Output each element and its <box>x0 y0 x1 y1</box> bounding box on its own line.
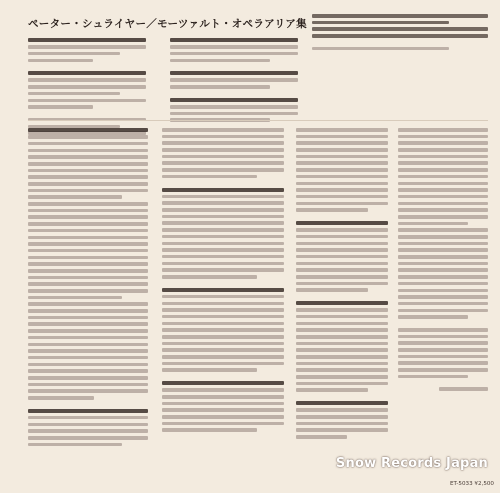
notes-column-4 <box>398 128 488 394</box>
notes-column-1 <box>28 128 148 449</box>
notes-column-2 <box>162 128 284 435</box>
catalog-footer: ET-5033 ¥2,500 <box>449 481 494 487</box>
credits-block <box>312 14 488 53</box>
tracklist-side-a <box>28 38 146 138</box>
tracklist-side-b <box>170 38 298 125</box>
page-title: ペーター・シュライヤー／モーツァルト・オペラアリア集 <box>28 18 307 30</box>
notes-column-3 <box>296 128 388 442</box>
section-divider <box>28 120 488 121</box>
watermark: Snow Records Japan <box>335 456 488 471</box>
